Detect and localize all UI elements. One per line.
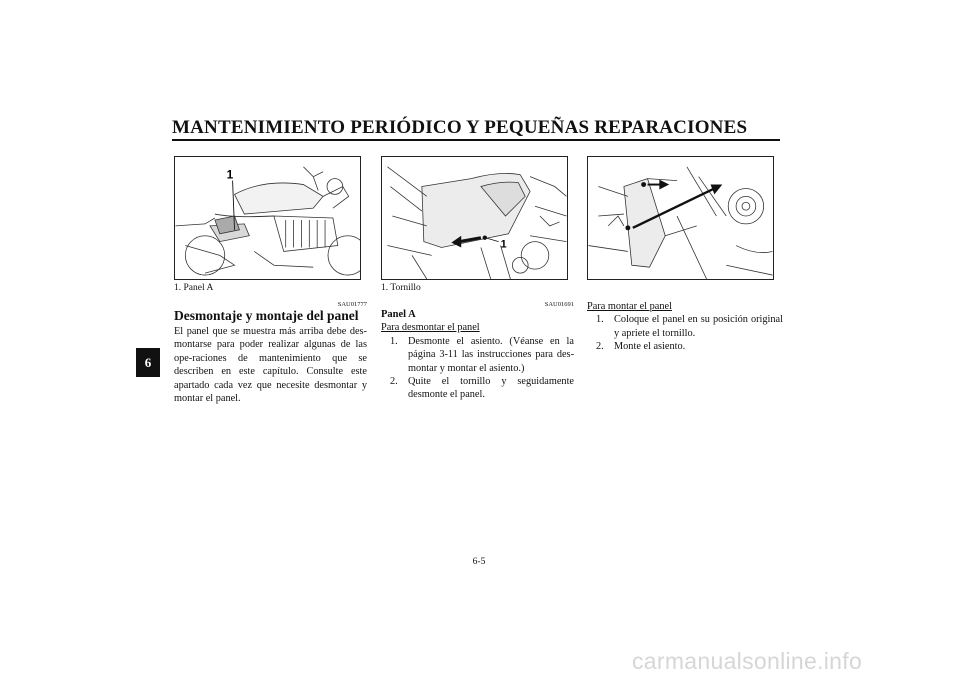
chapter-tab: 6 — [136, 348, 160, 377]
install-subtitle: Para montar el panel — [587, 301, 672, 312]
figure-caption: 1. Tornillo — [381, 283, 421, 293]
section-title: Desmontaje y montaje del panel — [174, 308, 359, 323]
install-steps — [587, 313, 783, 353]
watermark[interactable]: carmanualsonline.info — [632, 648, 863, 674]
list-item: 1. Coloque el panel en su posición original y apriete el tornillo. — [596, 314, 783, 339]
removal-steps — [381, 335, 574, 402]
figure-motorcycle-panel-a — [174, 156, 361, 280]
figure-callout-label: 1 — [500, 238, 507, 251]
header-rule — [172, 139, 780, 141]
column-2 — [381, 308, 574, 402]
list-item: 2. Monte el asiento. — [596, 341, 686, 353]
column-3 — [587, 300, 783, 354]
page-header-title: MANTENIMIENTO PERIÓDICO Y PEQUEÑAS REPARACIONES — [172, 117, 748, 138]
motorcycle-illustration — [175, 157, 360, 279]
reference-code: SAU01691 — [544, 301, 574, 308]
intro-paragraph: El panel que se muestra más arriba debe des-montarse para poder realizar algunas de las ope-raciones de mantenimiento que se describen en este capítulo. Consulte este apartado cada vez que necesite desmontar y montar el panel. — [174, 326, 367, 405]
figure-caption: 1. Panel A — [174, 283, 214, 293]
figure-callout-label: 1 — [226, 167, 234, 182]
figure-panel-screw — [381, 156, 568, 280]
panel-title: Panel A — [381, 309, 416, 320]
panel-install-illustration — [588, 157, 773, 279]
page-number: 6-5 — [472, 557, 486, 567]
reference-code: SAU01777 — [337, 301, 367, 308]
column-1 — [174, 308, 367, 405]
panel-removal-illustration — [382, 157, 567, 279]
list-item: 1. Desmonte el asiento. (Véanse en la página 3-11 las instrucciones para des-montar y montar el asiento.) — [390, 335, 574, 374]
removal-subtitle: Para desmontar el panel — [381, 322, 480, 334]
figure-panel-install — [587, 156, 774, 280]
list-item: 2. Quite el tornillo y seguidamente desmonte el panel. — [390, 376, 574, 401]
